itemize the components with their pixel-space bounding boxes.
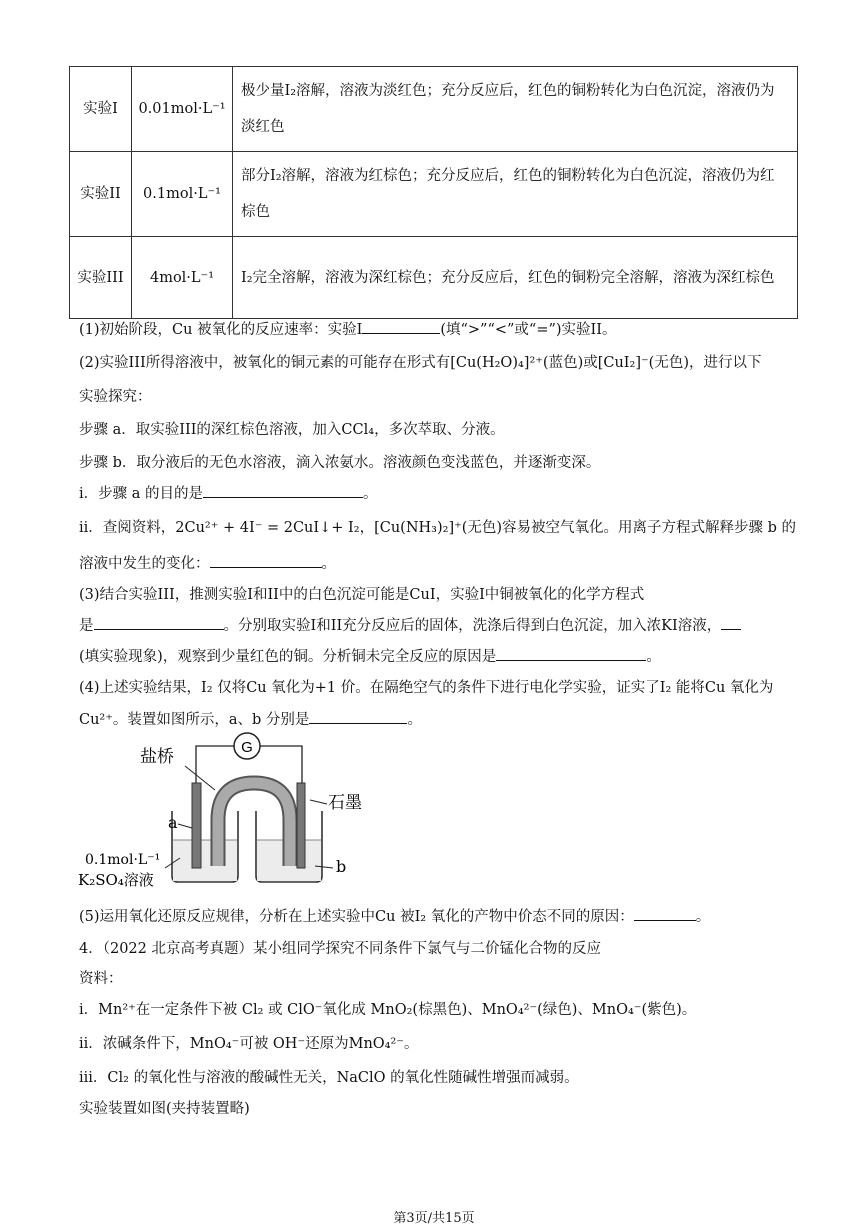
exp-concentration: 4mol·L⁻¹ (132, 237, 233, 319)
question-2-line2: 实验探究： (79, 389, 152, 405)
wire-left (196, 746, 234, 783)
step-b: 步骤 b．取分液后的无色水溶液，滴入浓氨水。溶液颜色变浅蓝色，并逐渐变深。 (79, 455, 601, 471)
galvanometer-label: G (241, 739, 253, 756)
step-a: 步骤 a．取实验III的深红棕色溶液，加入CCl₄，多次萃取、分液。 (79, 422, 505, 438)
electrode-b-label: b (336, 857, 347, 876)
question-2-ii-cont: 溶液中发生的变化： 。 (79, 552, 336, 573)
answer-blank[interactable] (634, 906, 696, 921)
question-2-i: i．步骤 a 的目的是 。 (79, 482, 378, 503)
question-5: (5)运用氧化还原反应规律，分析在上述实验中Cu 被I₂ 氧化的产物中价态不同的原因： 。 (79, 905, 710, 926)
question-4-title: 4．（2022 北京高考真题）某小组同学探究不同条件下氯气与二价锰化合物的反应 (79, 941, 601, 957)
question-3-line2: 是 。分别取实验I和II充分反应后的固体，洗涤后得到白色沉淀，加入浓KI溶液， (79, 614, 741, 635)
answer-blank[interactable] (309, 709, 407, 724)
exp-name: 实验I (70, 67, 132, 152)
exp-observation: I₂完全溶解，溶液为深红棕色；充分反应后，红色的铜粉完全溶解，溶液为深红棕色 (233, 237, 798, 319)
page-number: 第3页/共15页 (393, 1211, 475, 1226)
solution-left (173, 840, 237, 881)
question-2-line1: (2)实验III所得溶液中，被氧化的铜元素的可能存在形式有[Cu(H₂O)₄]²⁺(蓝色)或[CuI₂]⁻(无色)，进行以下 (79, 355, 762, 371)
reference-3: iii．Cl₂ 的氧化性与溶液的酸碱性无关，NaClO 的氧化性随碱性增强而减弱。 (79, 1070, 579, 1086)
question-1: (1)初始阶段，Cu 被氧化的反应速率：实验I (填“>”“<”或“=”)实验II。 (79, 318, 617, 339)
graphite-label: 石墨 (328, 793, 362, 813)
exp-observation: 极少量I₂溶解，溶液为淡红色；充分反应后，红色的铜粉转化为白色沉淀，溶液仍为淡红色 (233, 67, 798, 152)
answer-blank[interactable] (496, 646, 646, 661)
concentration-label: 0.1mol·L⁻¹ (85, 852, 161, 868)
question-3-line1: (3)结合实验III，推测实验I和II中的白色沉淀可能是CuI，实验I中铜被氧化的化学方程式 (79, 587, 645, 603)
electrode-a-label: a (168, 813, 178, 832)
answer-blank[interactable] (203, 483, 363, 498)
electrode-a (192, 783, 201, 868)
answer-blank[interactable] (721, 615, 741, 630)
exp-name: 实验II (70, 152, 132, 237)
exp-concentration: 0.01mol·L⁻¹ (132, 67, 233, 152)
exp-concentration: 0.1mol·L⁻¹ (132, 152, 233, 237)
exp-name: 实验III (70, 237, 132, 319)
answer-blank[interactable] (94, 615, 224, 630)
exp-observation: 部分I₂溶解，溶液为红棕色；充分反应后，红色的铜粉转化为白色沉淀，溶液仍为红棕色 (233, 152, 798, 237)
experiment-table (69, 66, 798, 319)
electrochemical-cell-diagram (70, 728, 400, 893)
reference-2: ii．浓碱条件下，MnO₄⁻可被 OH⁻还原为MnO₄²⁻。 (79, 1036, 419, 1052)
salt-bridge-label: 盐桥 (140, 747, 174, 767)
question-2-ii: ii．查阅资料，2Cu²⁺ + 4I⁻ = 2CuI↓+ I₂，[Cu(NH₃)₂]⁺(无色)容易被空气氧化。用离子方程式解释步骤 b 的 (79, 520, 797, 536)
apparatus-note: 实验装置如图(夹持装置略) (79, 1101, 250, 1117)
reference-heading: 资料： (79, 971, 123, 987)
reference-1: i．Mn²⁺在一定条件下被 Cl₂ 或 ClO⁻氧化成 MnO₂(棕黑色)、MnO₄²⁻(绿色)、MnO₄⁻(紫色)。 (79, 1002, 697, 1018)
question-4-line1: (4)上述实验结果，I₂ 仅将Cu 氧化为+1 价。在隔绝空气的条件下进行电化学实验，证实了I₂ 能将Cu 氧化为 (79, 680, 774, 696)
electrode-graphite (297, 783, 305, 868)
solution-label: K₂SO₄溶液 (78, 871, 154, 889)
question-4-line2: Cu²⁺。装置如图所示，a、b 分别是 。 (79, 708, 422, 729)
question-3-line3: (填实验现象)，观察到少量红色的铜。分析铜未完全反应的原因是 。 (79, 645, 661, 666)
answer-blank[interactable] (362, 319, 440, 334)
answer-blank[interactable] (210, 553, 322, 568)
